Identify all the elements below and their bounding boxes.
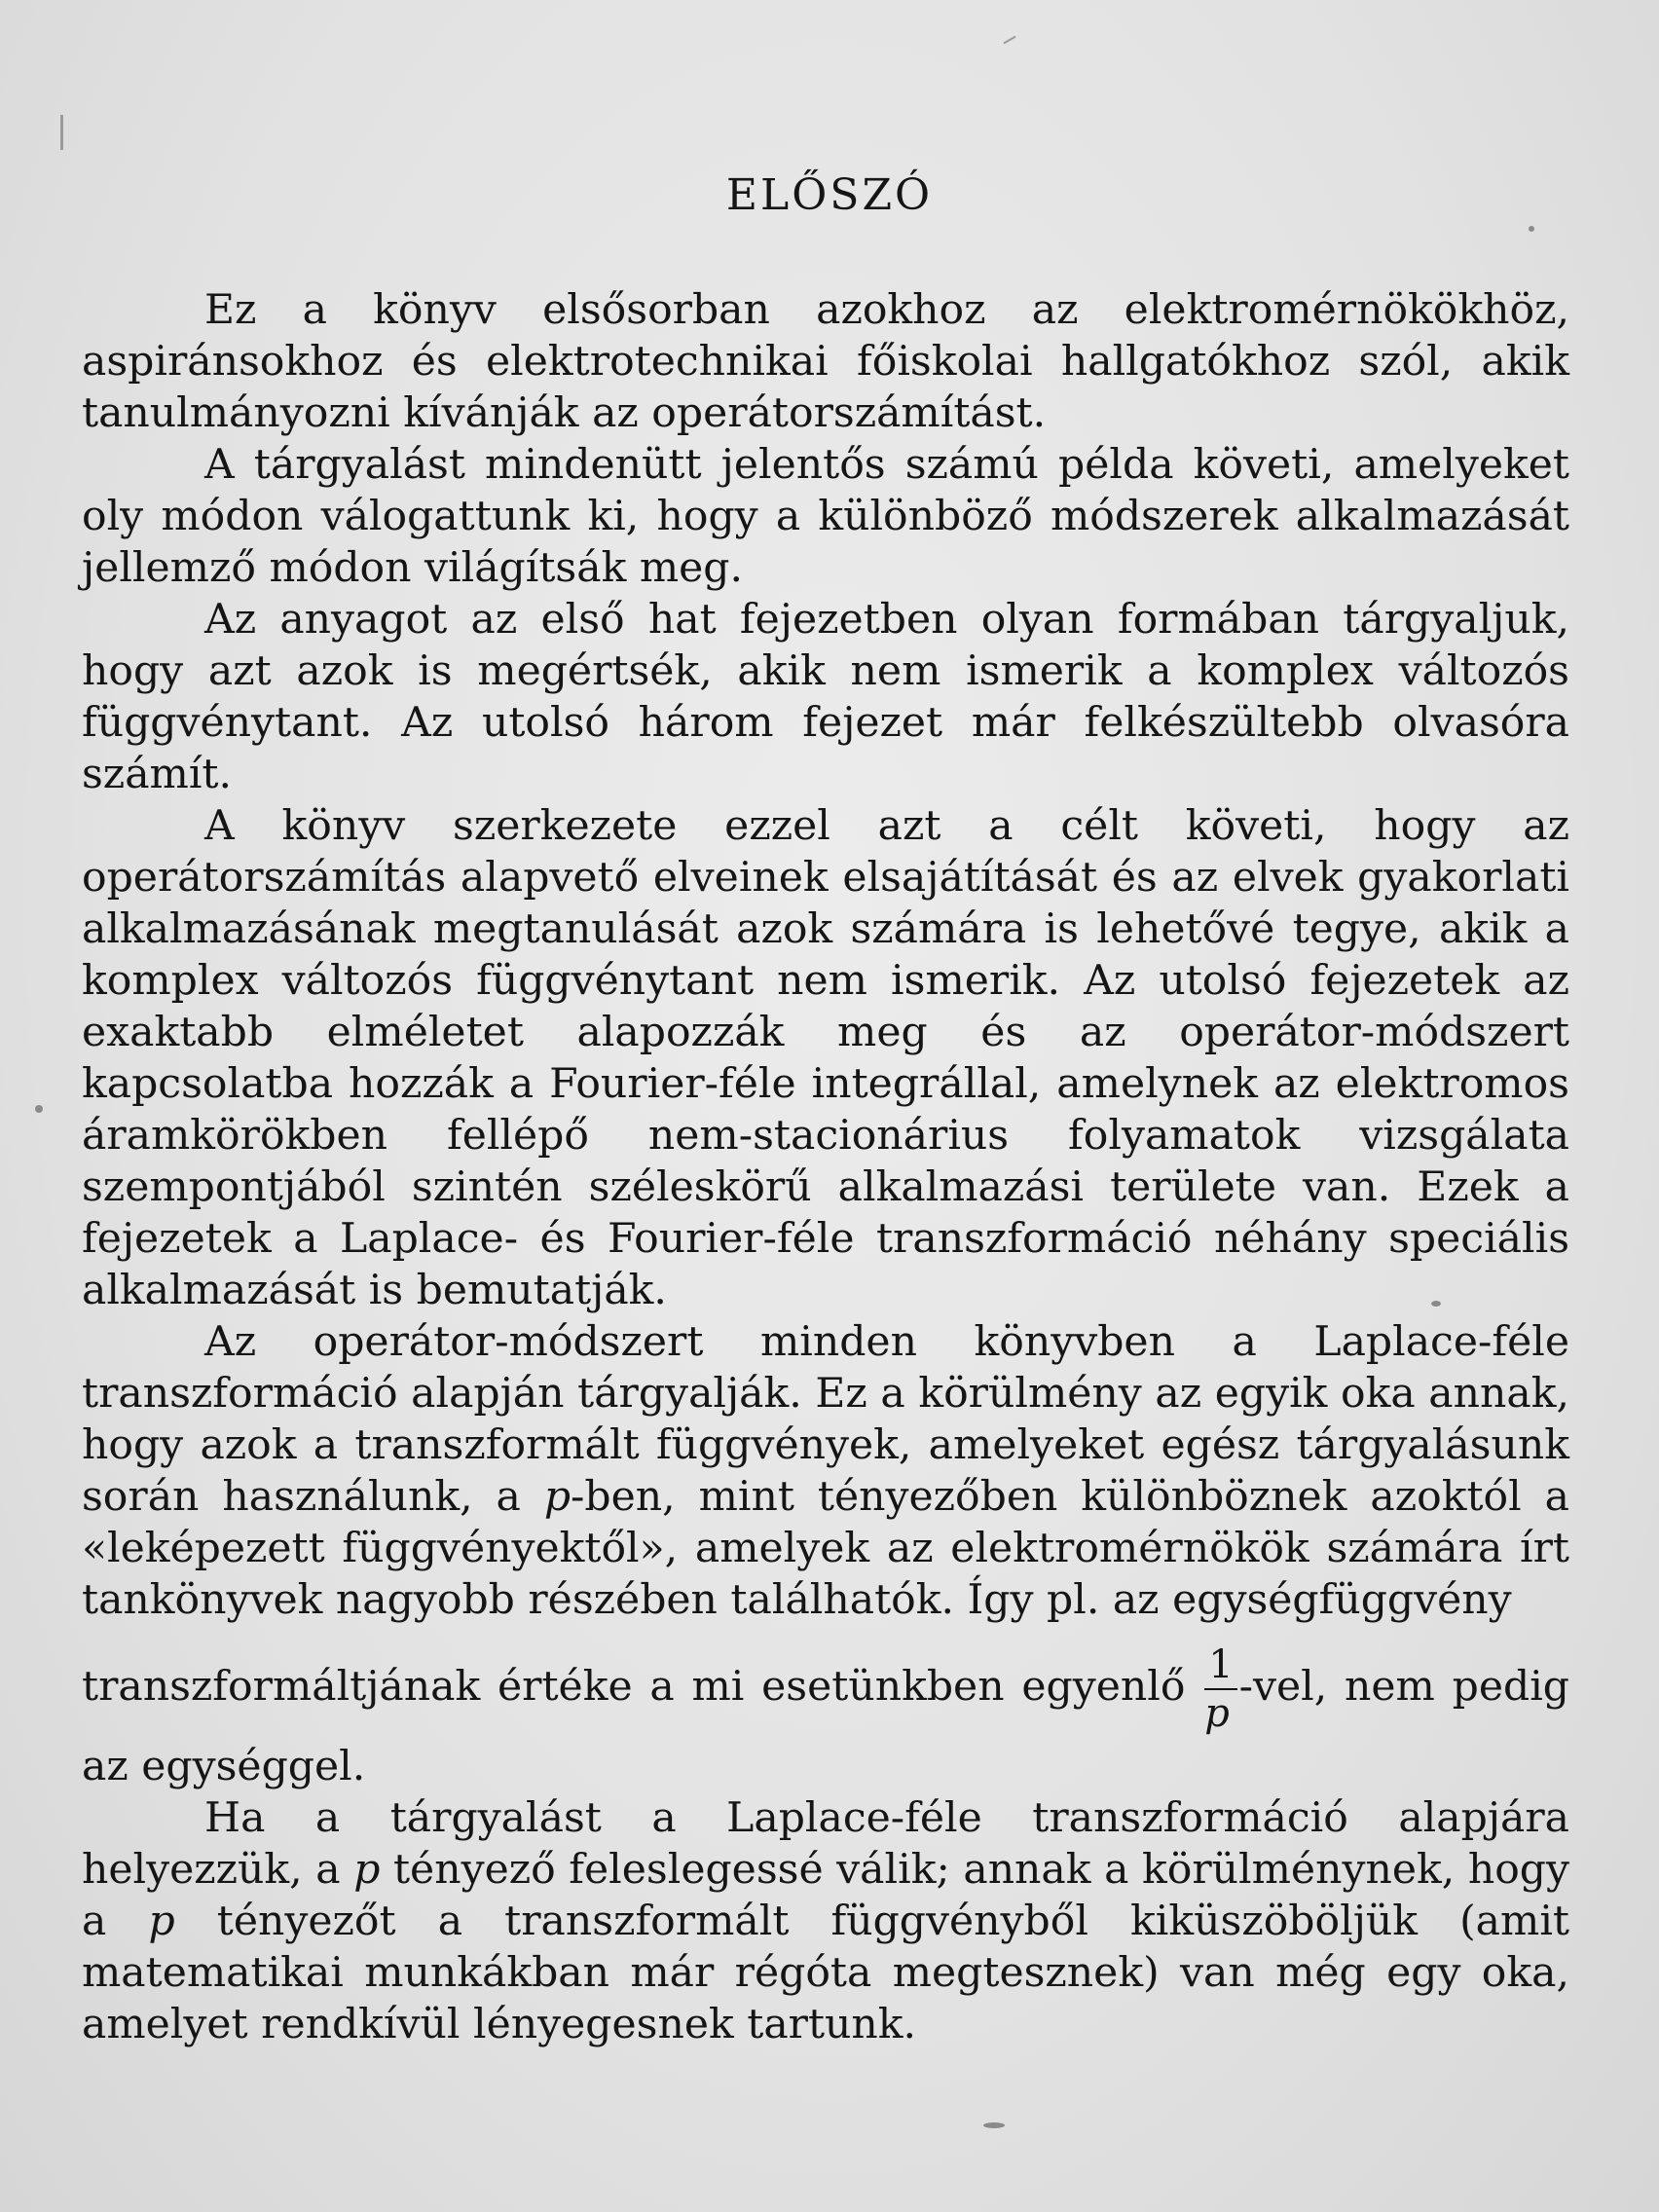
paragraph-text: Az operátor-módszert minden könyvben a Laplace-féle transzformáció alapján tárgyalják. Ez a körülmény az egyik oka annak, hogy azok a transzformált függvények, amelyeket egész tárgyalásunk során használunk, a — [82, 1318, 1569, 1521]
preface-body — [82, 284, 1569, 2050]
formula-text-before: transzformáltjának értéke a mi esetünkben egyenlő — [82, 1663, 1186, 1711]
formula-line — [82, 1642, 1569, 1736]
page-title: ELŐSZÓ — [725, 170, 934, 220]
fraction-denominator: p — [1204, 1691, 1230, 1736]
variable-p: p — [148, 1898, 175, 1945]
paragraph: A könyv szerkezete ezzel azt a célt követi, hogy az operátorszámítás alapvető elveinek elsajátítását és az elvek gyakorlati alkalmazásának megtanulását azok számára is lehetővé tegye, akik a komplex változós függvénytant nem ismerik. Az utolsó fejezetek az exaktabb elméletet alapozzák meg és az operátor-módszert kapcsolatba hozzák a Fourier-féle integrállal, amelynek az elektromos áramkörökben fellépő nem-stacionárius folyamatok vizsgálata szempontjából szintén széleskörű alkalmazási területe van. Ezek a fejezetek a Laplace- és Fourier-féle transzformáció néhány speciális alkalmazását is bemutatják. — [82, 802, 1569, 1314]
scan-mark — [1003, 36, 1015, 45]
paragraph-text: tényezőt a transzformált függvényből kiküszöböljük (amit matematikai munkákban már régóta megtesznek) van még egy oka, amelyet rendkívül lényegesnek tartunk. — [82, 1898, 1569, 2048]
fraction-numerator: 1 — [1204, 1645, 1236, 1690]
variable-p: p — [353, 1846, 381, 1894]
scan-mark — [60, 115, 63, 150]
paragraph-with-formula — [82, 1316, 1569, 1792]
paragraph: Ez a könyv elsősorban azokhoz az elektromérnökökhöz, aspiránsokhoz és elektrotechnikai főiskolai hallgatókhoz szól, akik tanulmányozni kívánják az operátorszámítást. — [82, 286, 1569, 437]
paragraph — [82, 1792, 1569, 2050]
paragraph: Az anyagot az első hat fejezetben olyan formában tárgyaljuk, hogy azt azok is megértsék, akik nem ismerik a komplex változós függvénytant. Az utolsó három fejezet már felkészültebb olvasóra számít. — [82, 596, 1569, 798]
paragraph-tail: az egységgel. — [82, 1743, 366, 1790]
paragraph: A tárgyalást mindenütt jelentős számú példa követi, amelyeket oly módon válogattunk ki, hogy a különböző módszerek alkalmazását jellemző módon világítsák meg. — [82, 441, 1569, 592]
paragraph-text: Ha a tárgyalást a Laplace-féle transzformáció alapjára helyezzük, a — [82, 1794, 1569, 1894]
dust-speck — [35, 1105, 43, 1113]
formula-text-after: -vel, nem pedig — [1238, 1663, 1569, 1711]
variable-p: p — [543, 1473, 571, 1521]
dust-speck — [983, 2122, 1005, 2128]
paragraph-text: tényező feleslegessé válik; annak a körülménynek, hogy a — [82, 1846, 1569, 1945]
fraction-one-over-p — [1204, 1642, 1236, 1736]
dust-speck — [1529, 226, 1534, 232]
paragraph-text: -ben, mint tényezőben különböznek azoktól a «leképezett függvényektől», amelyek az elektromérnökök számára írt tankönyvek nagyobb részében találhatók. Így pl. az egységfüggvény — [82, 1473, 1569, 1624]
